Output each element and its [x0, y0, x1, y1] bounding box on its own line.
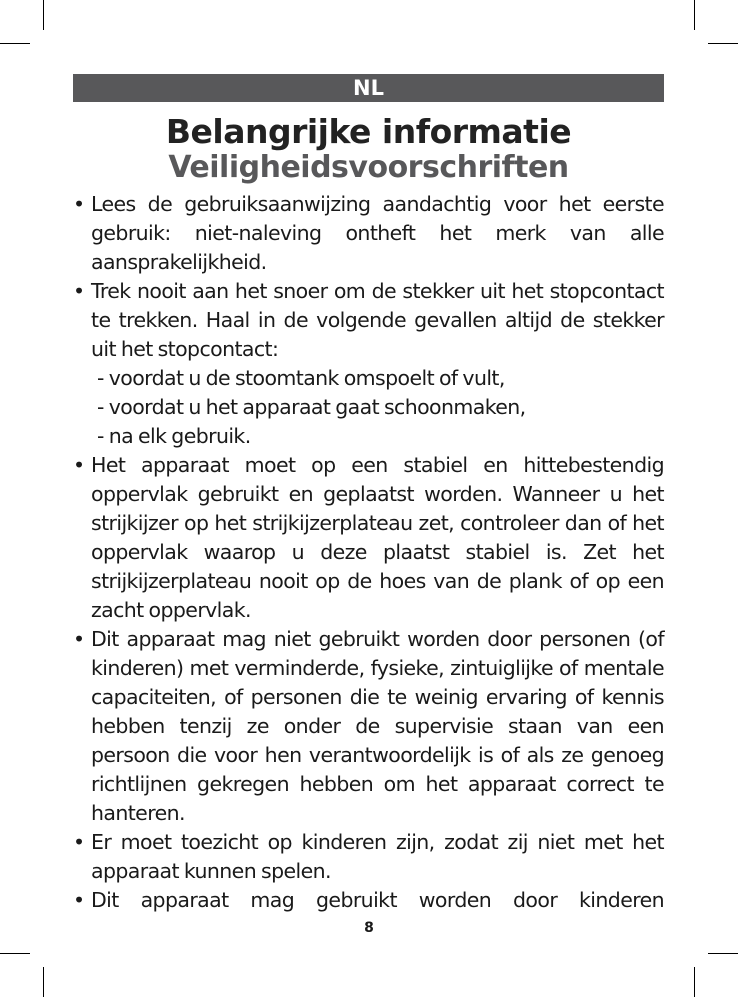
sub-item: - na elk gebruik. — [97, 424, 251, 448]
crop-mark — [43, 967, 44, 997]
list-item-text: Er moet toezicht op kinderen zijn, zodat zij niet met het apparaat kunnen spelen. — [91, 830, 664, 883]
sub-item: - voordat u de stoomtank omspoelt of vult, — [97, 366, 505, 390]
bullet: • — [73, 830, 85, 854]
crop-mark — [43, 0, 44, 30]
page-subtitle: Veiligheidsvoorschriften — [168, 150, 569, 185]
crop-mark — [694, 967, 695, 997]
list-item — [73, 451, 664, 625]
page-title: Belangrijke informatie — [165, 112, 572, 151]
list-item-text: Trek nooit aan het snoer om de stekker uit het stopcontact te trekken. Haal in de volgende gevallen altijd de stekker uit het stopcontact: — [91, 279, 664, 361]
language-bar — [73, 74, 664, 102]
crop-mark — [708, 43, 738, 44]
bullet: • — [73, 279, 85, 303]
safety-list — [73, 190, 664, 915]
list-item-text: Dit apparaat mag niet gebruikt worden door personen (of kinderen) met verminderde, fysieke, zintuiglijke of mentale capaciteiten, of personen die te weinig ervaring of kennis hebben tenzij ze onder de supervisie staan van een persoon die voor hen verantwoordelijk is of als ze genoeg richtlijnen gekregen hebben om het apparaat correct te hanteren. — [91, 627, 664, 825]
list-item — [73, 625, 664, 828]
list-item — [73, 828, 664, 886]
list-item-text: Het apparaat moet op een stabiel en hittebestendig oppervlak gebruikt en geplaatst worden. Wanneer u het strijkijzer op het strijkijzerplateau zet, controleer dan of het oppervlak waarop u deze plaatst stabiel is. Zet het strijkijzerplateau nooit op de hoes van de plank of op een zacht oppervlak. — [91, 453, 664, 622]
bullet: • — [73, 627, 85, 651]
bullet: • — [73, 192, 85, 216]
bullet: • — [73, 888, 85, 912]
bullet: • — [73, 453, 85, 477]
crop-mark — [694, 0, 695, 30]
list-item-text: Lees de gebruiksaanwijzing aandachtig voor het eerste gebruik: niet-naleving ontheft het merk van alle aansprakelijkheid. — [91, 192, 664, 274]
crop-mark — [708, 953, 738, 954]
list-item — [73, 190, 664, 277]
language-code: NL — [353, 76, 384, 100]
crop-mark — [0, 953, 30, 954]
page-number: 8 — [364, 920, 374, 936]
list-item — [73, 277, 664, 451]
list-item-text: Dit apparaat mag gebruikt worden door kinderen — [91, 888, 664, 912]
sub-item: - voordat u het apparaat gaat schoonmaken, — [97, 395, 526, 419]
crop-mark — [0, 43, 30, 44]
list-item — [73, 886, 664, 915]
